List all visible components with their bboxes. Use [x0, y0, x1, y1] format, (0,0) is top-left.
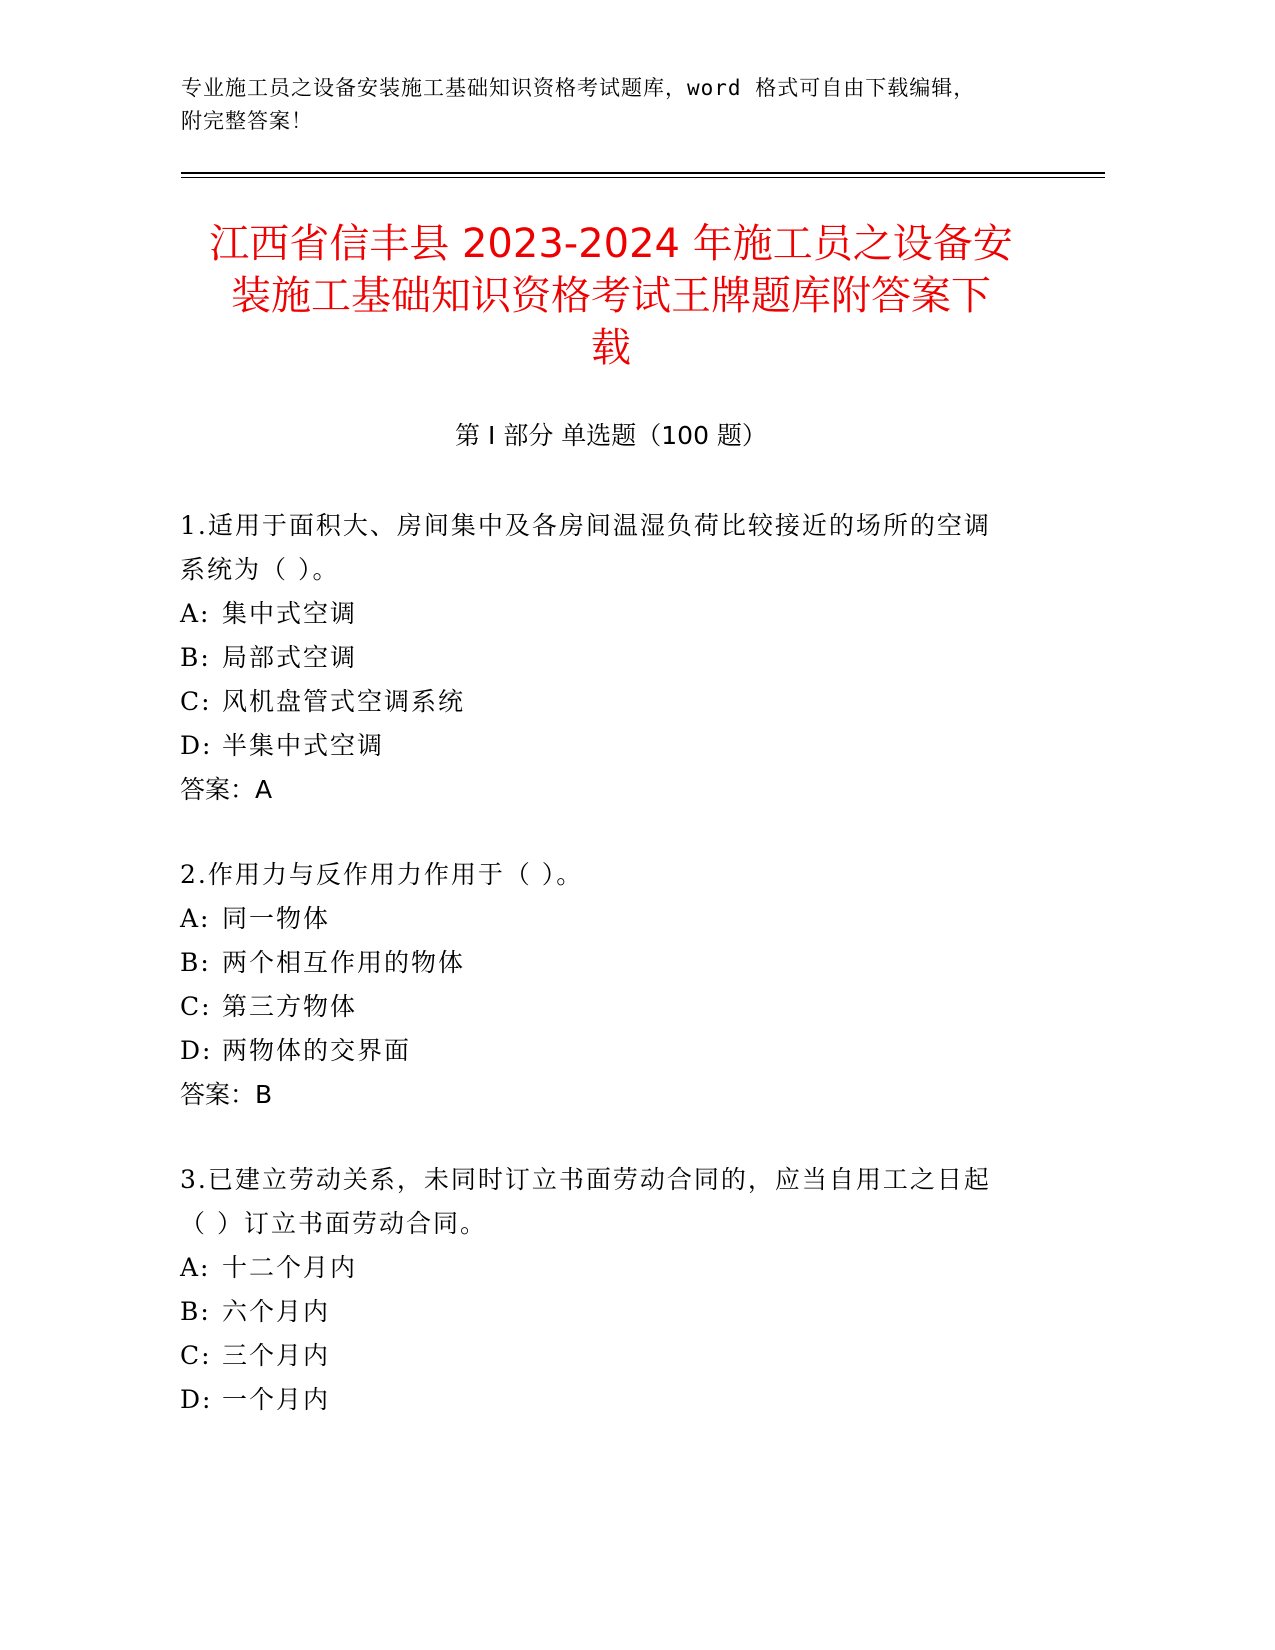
question-stem-line: 1.适用于面积大、房间集中及各房间温湿负荷比较接近的场所的空调 [180, 511, 991, 540]
option-d [180, 1378, 1080, 1422]
option-a [180, 592, 1080, 636]
option-key: A: [180, 599, 211, 628]
option-a [180, 897, 1080, 941]
question-stem [180, 1158, 1080, 1246]
option-text: 第三方物体 [222, 992, 358, 1021]
header-note [181, 72, 1081, 138]
option-key: C: [180, 1341, 212, 1370]
header-note-line-2: 附完整答案！ [181, 109, 313, 133]
option-c [180, 1334, 1080, 1378]
option-key: B: [180, 948, 211, 977]
document-title-line-1: 江西省信丰县 2023-2024 年施工员之设备安 [209, 221, 1013, 267]
option-key: D: [180, 1385, 213, 1414]
option-key: C: [180, 687, 212, 716]
option-a [180, 1246, 1080, 1290]
option-b [180, 636, 1080, 680]
option-text: 半集中式空调 [222, 731, 385, 760]
option-key: B: [180, 1297, 211, 1326]
option-text: 两个相互作用的物体 [222, 948, 466, 977]
option-text: 局部式空调 [222, 643, 358, 672]
option-b [180, 1290, 1080, 1334]
question-stem [180, 853, 1080, 897]
answer-line: 答案：A [180, 775, 273, 804]
option-text: 两物体的交界面 [222, 1036, 412, 1065]
question-stem [180, 504, 1080, 592]
question-stem-line: 2.作用力与反作用力作用于（ ）。 [180, 860, 584, 889]
option-key: C: [180, 992, 212, 1021]
section-title: 第 I 部分 单选题（100 题） [455, 421, 767, 450]
question-stem-line: 系统为（ ）。 [180, 555, 340, 584]
header-note-line-1: 专业施工员之设备安装施工基础知识资格考试题库，word 格式可自由下载编辑， [181, 76, 976, 100]
option-key: D: [180, 731, 213, 760]
option-text: 集中式空调 [222, 599, 358, 628]
option-d [180, 1029, 1080, 1073]
question-list [180, 504, 1080, 1463]
question-item [180, 504, 1080, 812]
question-stem-line: （ ）订立书面劳动合同。 [180, 1209, 487, 1238]
option-key: A: [180, 904, 211, 933]
option-text: 六个月内 [222, 1297, 331, 1326]
option-text: 三个月内 [222, 1341, 331, 1370]
document-title-line-2: 装施工基础知识资格考试王牌题库附答案下 [231, 273, 991, 319]
option-key: D: [180, 1036, 213, 1065]
document-title [181, 218, 1041, 374]
option-text: 风机盘管式空调系统 [222, 687, 466, 716]
header-rule-thin [181, 177, 1105, 178]
option-d [180, 724, 1080, 768]
question-item [180, 853, 1080, 1117]
option-text: 十二个月内 [222, 1253, 358, 1282]
header-rule-thick [181, 172, 1105, 174]
option-b [180, 941, 1080, 985]
option-c [180, 985, 1080, 1029]
answer-line: 答案：B [180, 1080, 273, 1109]
option-text: 同一物体 [222, 904, 331, 933]
question-item [180, 1158, 1080, 1422]
document-title-line-3: 载 [591, 325, 631, 371]
option-key: B: [180, 643, 211, 672]
option-key: A: [180, 1253, 211, 1282]
option-c [180, 680, 1080, 724]
question-stem-line: 3.已建立劳动关系，未同时订立书面劳动合同的，应当自用工之日起 [180, 1165, 991, 1194]
option-text: 一个月内 [222, 1385, 331, 1414]
